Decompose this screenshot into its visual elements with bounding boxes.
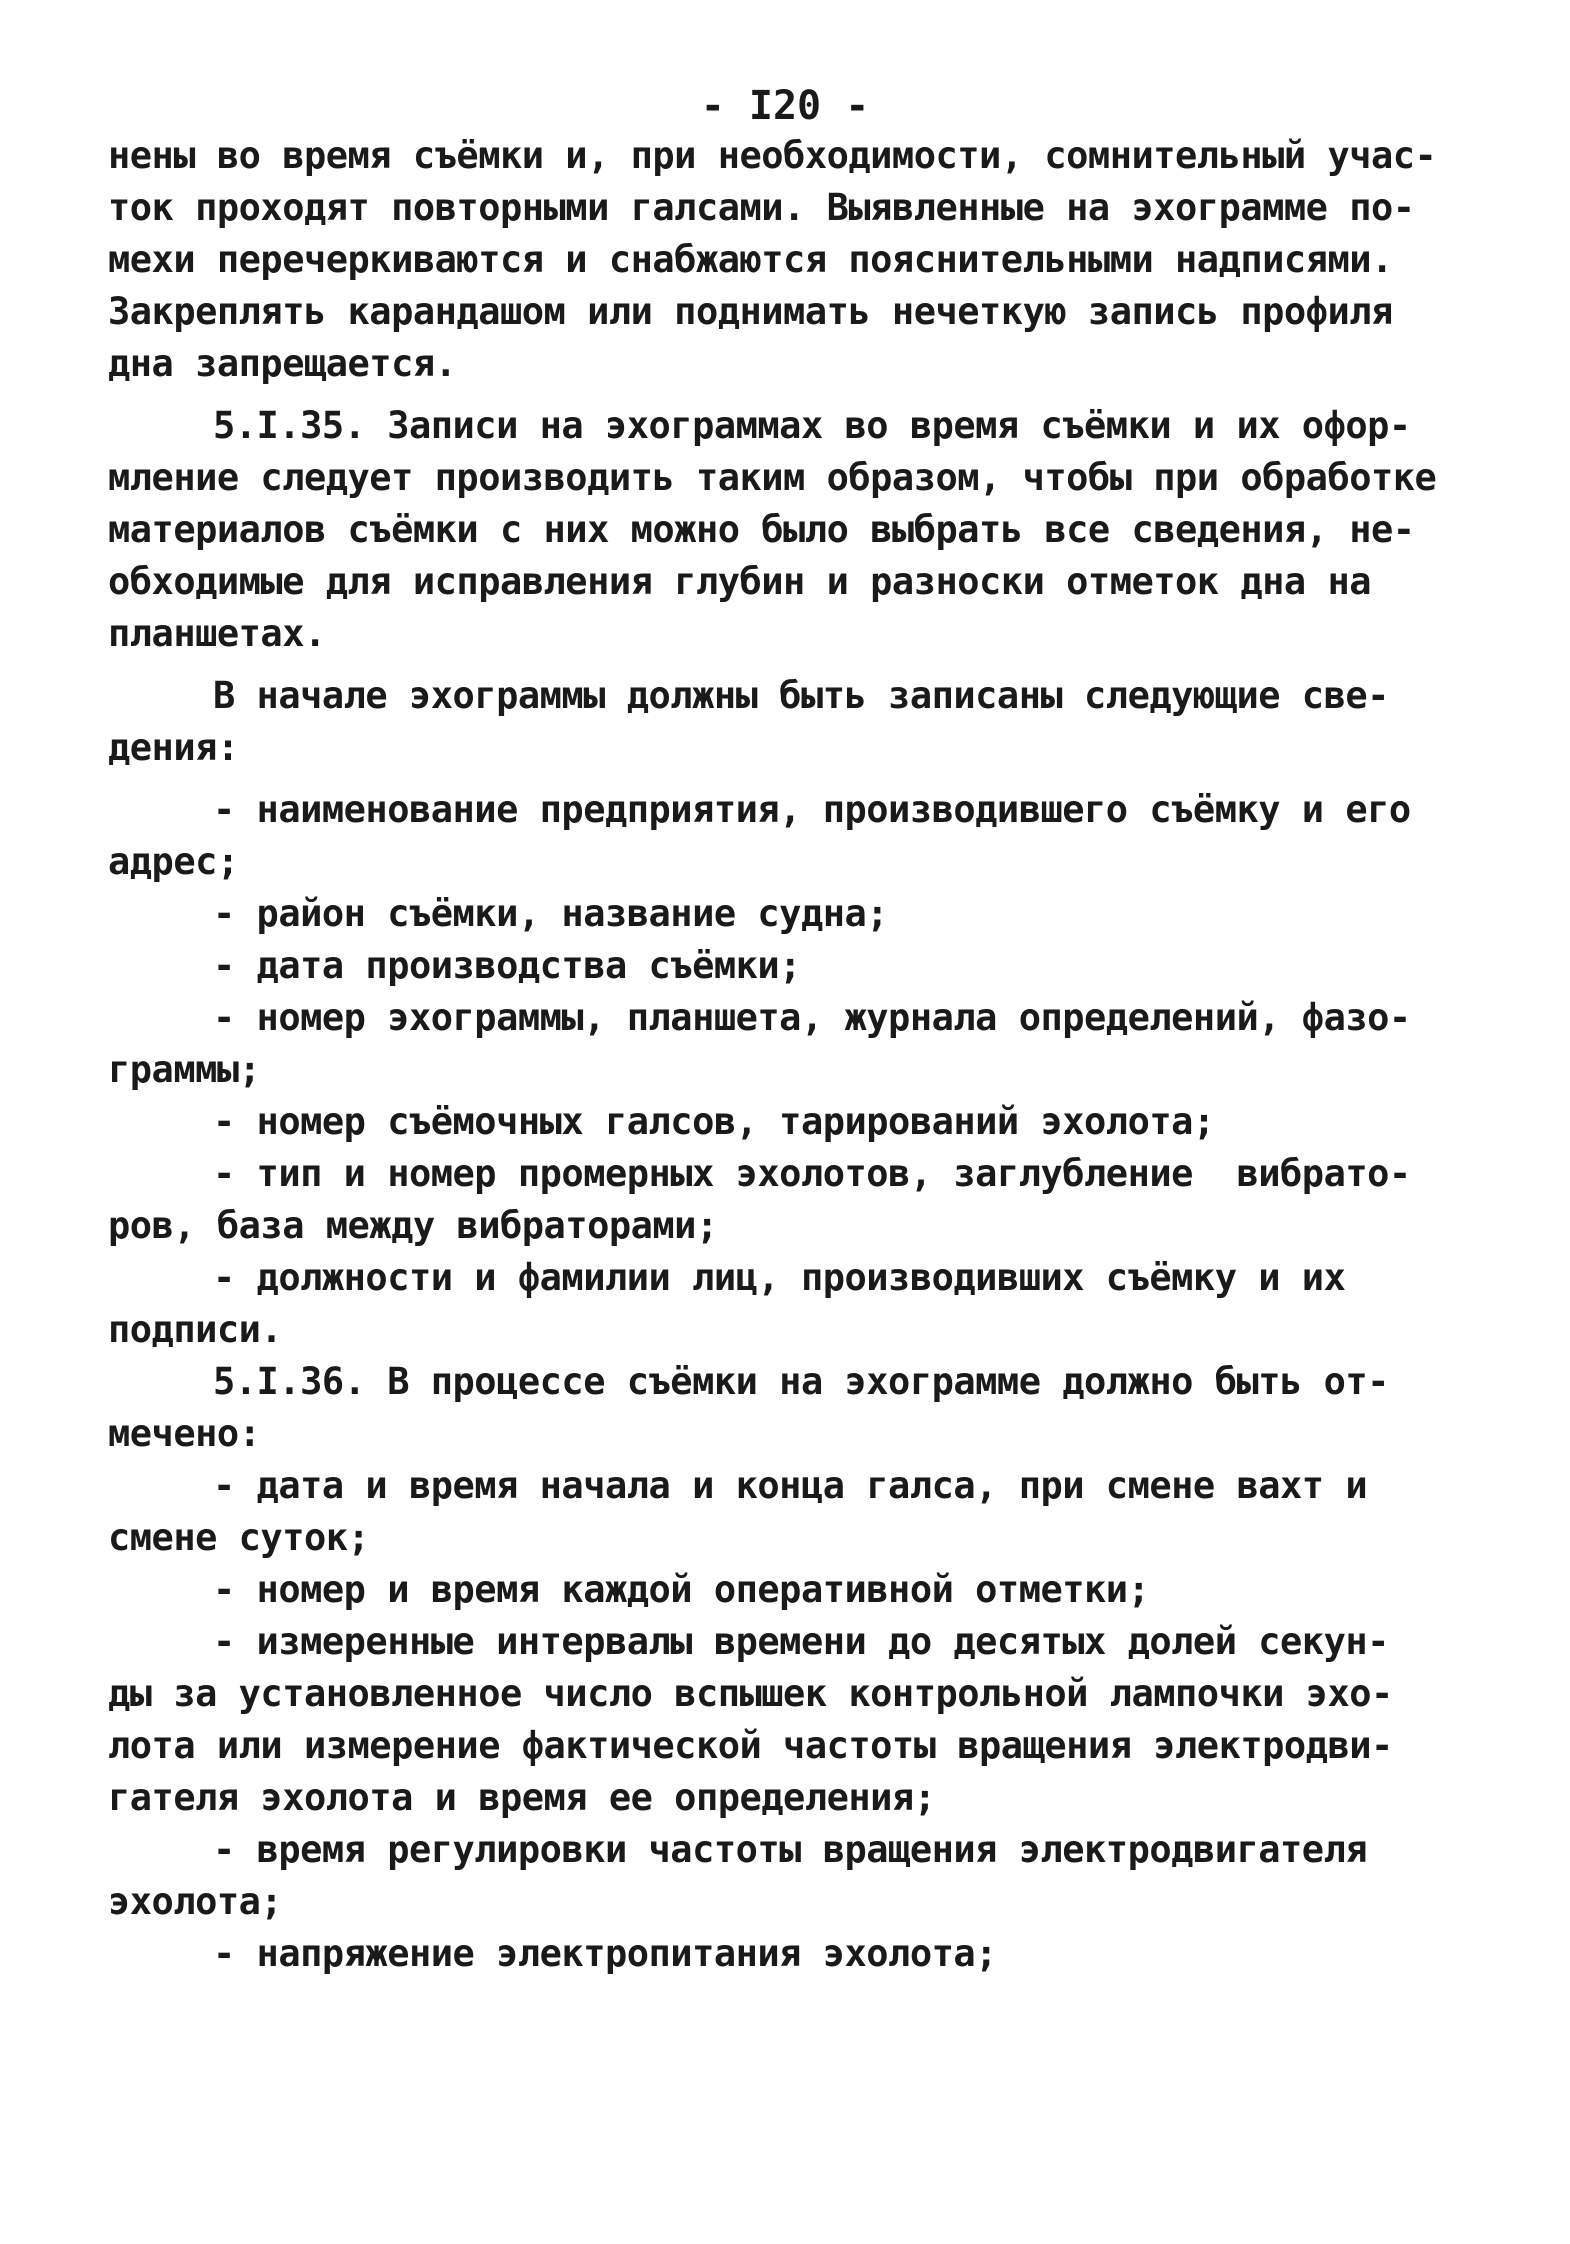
text-line: граммы; — [108, 1048, 261, 1091]
text-line: эхолота; — [108, 1880, 283, 1923]
text-line: - должности и фамилии лиц, производивших съёмку и их — [213, 1256, 1346, 1299]
text-line: мехи перечеркиваются и снабжаются пояснительными надписями. — [108, 238, 1393, 281]
text-line: ды за установленное число вспышек контрольной лампочки эхо- — [108, 1672, 1393, 1715]
text-line: - номер и время каждой оперативной отметки; — [213, 1568, 1150, 1611]
text-line: дна запрещается. — [108, 342, 457, 385]
text-line: дения: — [108, 726, 239, 769]
text-line: - наименование предприятия, производившего съёмку и его — [213, 788, 1411, 831]
text-line: - время регулировки частоты вращения электродвигателя — [213, 1828, 1368, 1871]
text-line: лота или измерение фактической частоты вращения электродви- — [108, 1724, 1393, 1767]
text-line: - номер эхограммы, планшета, журнала определений, фазо- — [213, 996, 1411, 1039]
text-line: 5.I.36. В процессе съёмки на эхограмме должно быть от- — [213, 1360, 1389, 1403]
text-line: материалов съёмки с них можно было выбрать все сведения, не- — [108, 508, 1415, 551]
text-line: мечено: — [108, 1412, 261, 1455]
text-line: Закреплять карандашом или поднимать нечеткую запись профиля — [108, 290, 1393, 333]
text-line: ров, база между вибраторами; — [108, 1204, 718, 1247]
text-line: мление следует производить таким образом, чтобы при обработке — [108, 456, 1437, 499]
text-line: В начале эхограммы должны быть записаны следующие све- — [213, 674, 1389, 717]
text-line: подписи. — [108, 1308, 283, 1351]
text-line: планшетах. — [108, 612, 326, 655]
text-line: адрес; — [108, 840, 239, 883]
text-line: - тип и номер промерных эхолотов, заглубление вибрато- — [213, 1152, 1411, 1195]
text-line: - дата и время начала и конца галса, при смене вахт и — [213, 1464, 1368, 1507]
text-line: - номер съёмочных галсов, тарирований эхолота; — [213, 1100, 1215, 1143]
text-line: нены во время съёмки и, при необходимости, сомнительный учас- — [108, 134, 1437, 177]
page-number: - I20 - — [700, 83, 870, 129]
text-line: смене суток; — [108, 1516, 370, 1559]
text-line: 5.I.35. Записи на эхограммах во время съёмки и их офор- — [213, 404, 1411, 447]
text-line: - напряжение электропитания эхолота; — [213, 1932, 997, 1975]
text-line: - дата производства съёмки; — [213, 944, 801, 987]
text-line: обходимые для исправления глубин и разноски отметок дна на — [108, 560, 1372, 603]
text-line: - район съёмки, название судна; — [213, 892, 889, 935]
text-line: ток проходят повторными галсами. Выявленные на эхограмме по- — [108, 186, 1415, 229]
text-line: гателя эхолота и время ее определения; — [108, 1776, 936, 1819]
text-line: - измеренные интервалы времени до десятых долей секун- — [213, 1620, 1389, 1663]
